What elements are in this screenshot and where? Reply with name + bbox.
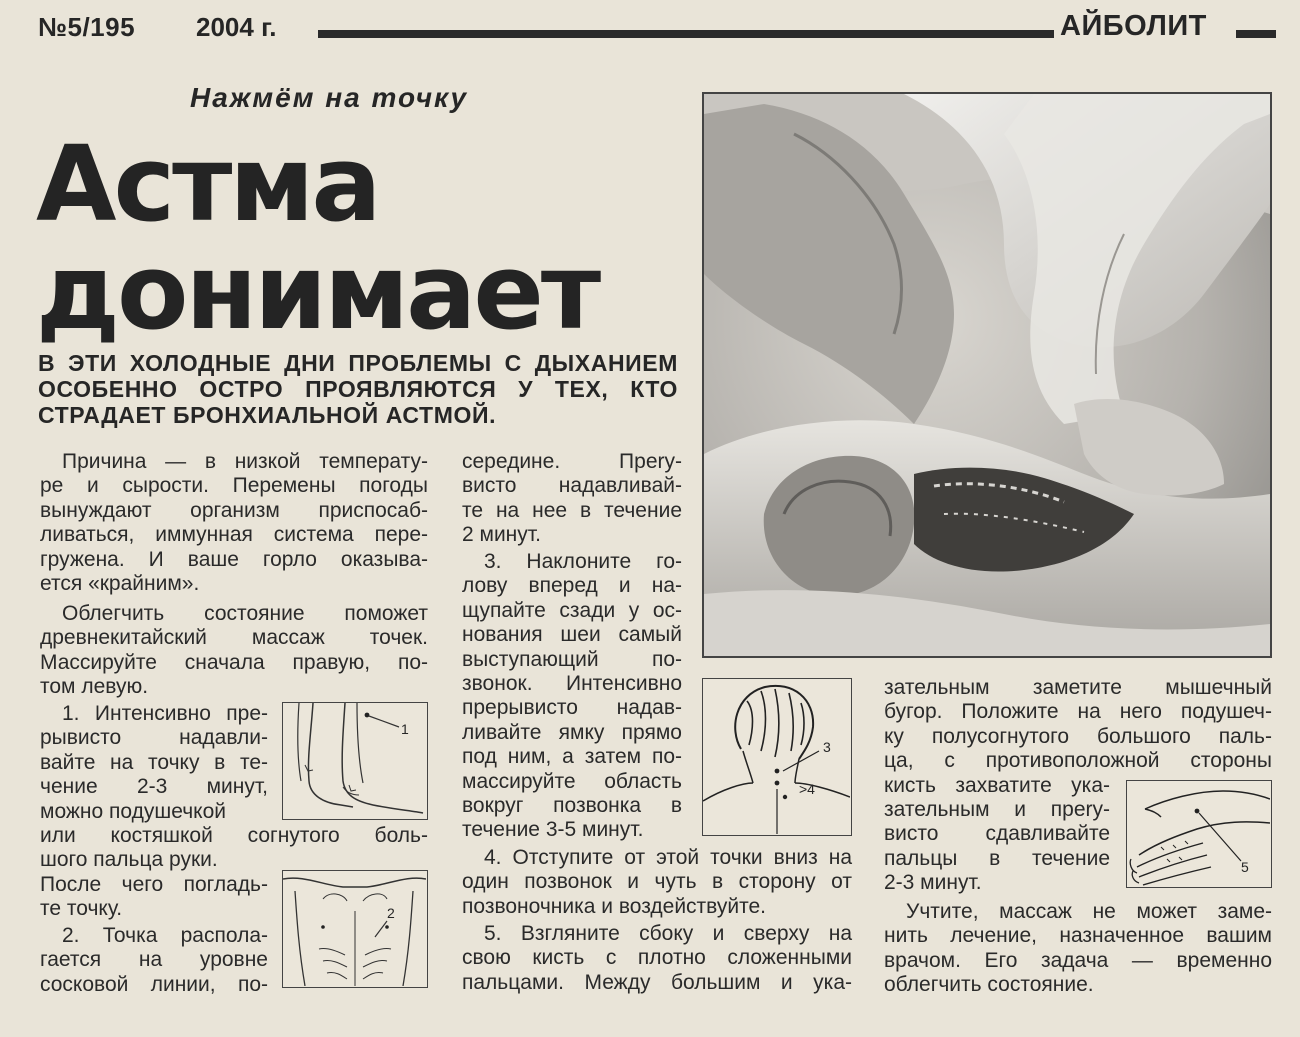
text-line: бугор. Положите на него подушеч- — [884, 700, 1272, 724]
issue-number: №5/195 — [38, 12, 136, 42]
text-line: сосковой линии, по- — [40, 972, 268, 996]
text-line: ливаться, иммунная система пере- — [40, 523, 428, 547]
text-line: 2-3 минут. — [884, 871, 982, 895]
text-line: 3. Наклоните го- — [484, 550, 682, 573]
text-line: том левую. — [40, 675, 149, 699]
column-1-para-d — [40, 924, 268, 997]
massage-photo-image — [704, 94, 1270, 656]
text-line: позвоночника и воздействуйте. — [462, 894, 766, 918]
text-line: ку полусогнутого большого паль- — [884, 724, 1272, 748]
text-line: 1. Интенсивно пре- — [62, 702, 268, 725]
text-line: 4. Отступите от этой точки вниз на — [484, 846, 852, 869]
massage-photo — [702, 92, 1272, 658]
text-line: нить лечение, назначенное вашим — [884, 924, 1272, 948]
text-line: Причина — в низкой температу- — [62, 450, 428, 473]
text-line: пальцы в течение — [884, 846, 1110, 870]
text-line: После чего погладь- — [40, 872, 268, 896]
text-line: зательным заметите мышечный — [884, 676, 1272, 699]
text-line: кисть захватите ука- — [884, 773, 1110, 797]
figure-neck — [702, 678, 852, 836]
text-line: вынуждают организм приспосаб- — [40, 498, 428, 522]
text-line: те на нее в течение — [462, 498, 682, 522]
text-line: лову вперед и на- — [462, 574, 682, 598]
column-2-para-b — [462, 550, 682, 843]
column-1-para-a — [40, 450, 428, 596]
headline-line-2: донимает — [36, 231, 599, 353]
headline-line-1: Астма — [36, 123, 379, 245]
text-line: гружена. И ваше горло оказыва- — [40, 547, 428, 571]
text-line: рывисто надавли- — [40, 726, 268, 750]
text-line: зательным и прery- — [884, 797, 1110, 821]
rubric-kicker: Нажмём на точку — [190, 82, 469, 113]
column-1-para-b — [40, 602, 428, 700]
chest-illustration — [283, 871, 426, 986]
text-line: нования шеи самый — [462, 623, 682, 647]
text-line: щупайте сзади у ос- — [462, 598, 682, 622]
text-line: Массируйте сначала правую, по- — [40, 650, 428, 674]
text-line: звонок. Интенсивно — [462, 671, 682, 695]
text-line: 2. Точка распола- — [62, 924, 268, 947]
column-2-para-d — [462, 922, 852, 995]
text-line: ется «крайним». — [40, 571, 200, 595]
text-line: течение 3-5 минут. — [462, 818, 644, 842]
text-line: чение 2-3 минут, — [40, 775, 268, 799]
text-line: 5. Взгляните сбоку и сверху на — [484, 922, 852, 945]
text-line: ре и сырости. Перемены погоды — [40, 474, 428, 498]
figure-hand — [1126, 780, 1272, 888]
figure-2-label: 2 — [387, 905, 395, 921]
text-line: ливайте ямку прямо — [462, 720, 682, 744]
neck-illustration — [703, 679, 850, 834]
figure-5-label: 5 — [1241, 859, 1249, 875]
text-line: под ним, а затем по- — [462, 745, 682, 769]
text-line: те точку. — [40, 897, 123, 921]
text-line: вокруг позвонка в — [462, 793, 682, 817]
text-line: массируйте область — [462, 769, 682, 793]
column-2-para-a — [462, 450, 682, 548]
text-line: Учтите, массаж не может заме- — [906, 900, 1272, 923]
header-rule — [318, 30, 1054, 38]
text-line: врачом. Его задача — временно — [884, 948, 1272, 972]
text-line: середине. Прery- — [462, 450, 682, 473]
text-line: выступающий по- — [462, 647, 682, 671]
text-line: свою кисть с плотно сложенными — [462, 946, 852, 970]
text-line: 2 минут. — [462, 523, 541, 547]
text-line: прерывисто надав- — [462, 696, 682, 720]
text-line: висто надавливай- — [462, 474, 682, 498]
column-2-para-c — [462, 846, 852, 919]
figure-4-label: >4 — [799, 781, 815, 797]
text-line: или костяшкой согнутого боль- — [40, 823, 428, 847]
figure-feet — [282, 702, 428, 820]
figure-3-label: 3 — [823, 739, 831, 755]
text-line: ца, с противоположной стороны — [884, 749, 1272, 773]
text-line: облегчить состояние. — [884, 973, 1094, 997]
figure-1-label: 1 — [401, 721, 409, 737]
column-3-para-b — [884, 900, 1272, 998]
text-line: один позвонок и чуть в сторону от — [462, 870, 852, 894]
masthead: АЙБОЛИТ — [1060, 10, 1207, 42]
text-line: пальцами. Между большим и ука- — [462, 970, 852, 994]
text-line: можно подушечкой — [40, 799, 226, 823]
text-line: Облегчить состояние поможет — [62, 602, 428, 625]
text-line: вайте на точку в те- — [40, 750, 268, 774]
issue-year: 2004 г. — [196, 12, 277, 42]
text-line: гается на уровне — [40, 948, 268, 972]
lead-paragraph: В ЭТИ ХОЛОДНЫЕ ДНИ ПРОБЛЕМЫ С ДЫХАНИЕМ ОСОБЕННО ОСТРО ПРОЯВЛЯЮТСЯ У ТЕХ, КТО СТРАДАЕТ БРОНХИАЛЬНОЙ АСТМОЙ. — [38, 350, 678, 428]
figure-chest — [282, 870, 428, 988]
text-line: висто сдавливайте — [884, 822, 1110, 846]
text-line: древнекитайский массаж точек. — [40, 626, 428, 650]
text-line: шого пальца руки. — [40, 848, 218, 872]
header-rule-right — [1236, 30, 1276, 38]
